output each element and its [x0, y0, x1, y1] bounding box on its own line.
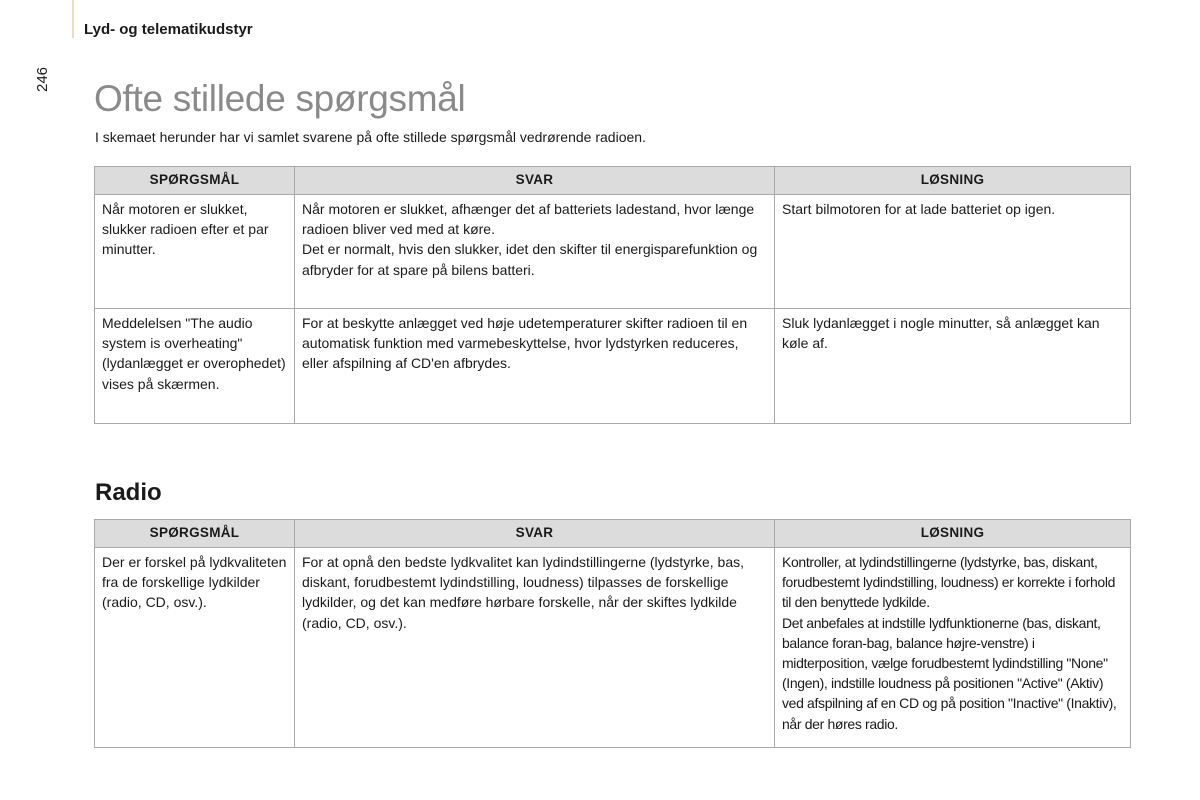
column-header-answer: SVAR: [295, 167, 775, 195]
answer-cell: [295, 195, 775, 309]
answer-text: For at opnå den bedste lydkvalitet kan lydindstillingerne (lydstyrke, bas, diskant, forudbestemt lydindstilling, loudness) tilpasses de forskellige lydkilder, og det kan medføre hørbare forskelle, når der skiftes lydkilde (radio, CD, osv.).: [302, 554, 745, 631]
page-number: 246: [34, 66, 51, 92]
radio-heading: Radio: [95, 479, 162, 506]
answer-text: Det er normalt, hvis den slukker, idet den skifter til energisparefunktion og afbryder for at spare på bilens batteri.: [302, 241, 758, 278]
solution-text: Start bilmotoren for at lade batteriet op igen.: [782, 201, 1056, 217]
intro-text: I skemaet herunder har vi samlet svarene på ofte stillede spørgsmål vedrørende radioen.: [95, 129, 646, 145]
answer-cell: [295, 309, 775, 424]
answer-cell: [295, 548, 775, 748]
question-text: Meddelelsen "The audio system is overheating" (lydanlægget er overophedet) vises på skærmen.: [102, 315, 286, 392]
column-header-solution: LØSNING: [775, 520, 1131, 548]
question-text: Der er forskel på lydkvaliteten fra de forskellige lydkilder (radio, CD, osv.).: [102, 554, 287, 611]
answer-text: For at beskytte anlægget ved høje udetemperaturer skifter radioen til en automatisk funktion med varmebeskyttelse, hvor lydstyrken reduceres, eller afspilning af CD'en afbrydes.: [302, 315, 748, 372]
column-header-answer: SVAR: [295, 520, 775, 548]
table-header-row: [95, 167, 1131, 195]
solution-text: Kontroller, at lydindstillingerne (lydstyrke, bas, diskant, forudbestemt lydindstilling, loudness) er korrekte i forhold til den benyttede lydkilde.: [782, 554, 1116, 611]
answer-text: Når motoren er slukket, afhænger det af batteriets ladestand, hvor længe radioen bliver ved med at køre.: [302, 201, 755, 238]
column-header-question: SPØRGSMÅL: [95, 520, 295, 548]
table-row: [95, 548, 1131, 748]
question-cell: [95, 195, 295, 309]
table-row: [95, 309, 1131, 424]
question-cell: [95, 548, 295, 748]
faq-table-general: [94, 166, 1131, 424]
faq-table-radio: [94, 519, 1131, 748]
column-header-solution: LØSNING: [775, 167, 1131, 195]
section-header: Lyd- og telematikudstyr: [84, 21, 253, 38]
column-header-question: SPØRGSMÅL: [95, 167, 295, 195]
solution-cell: [775, 195, 1131, 309]
question-text: Når motoren er slukket, slukker radioen efter et par minutter.: [102, 201, 269, 258]
page-title: Ofte stillede spørgsmål: [94, 78, 466, 119]
header-accent-line: [72, 0, 74, 38]
solution-cell: [775, 309, 1131, 424]
solution-cell: [775, 548, 1131, 748]
question-cell: [95, 309, 295, 424]
solution-text: Sluk lydanlægget i nogle minutter, så anlægget kan køle af.: [782, 315, 1100, 352]
solution-text: Det anbefales at indstille lydfunktionerne (bas, diskant, balance foran-bag, balance højre-venstre) i midterposition, vælge forudbestemt lydindstilling "None" (Ingen), indstille loudness på positionen "Active" (Aktiv) ved afspilning af en CD og på position "Inactive" (Inaktiv), når der høres radio.: [782, 614, 1117, 732]
table-header-row: [95, 520, 1131, 548]
table-row: [95, 195, 1131, 309]
